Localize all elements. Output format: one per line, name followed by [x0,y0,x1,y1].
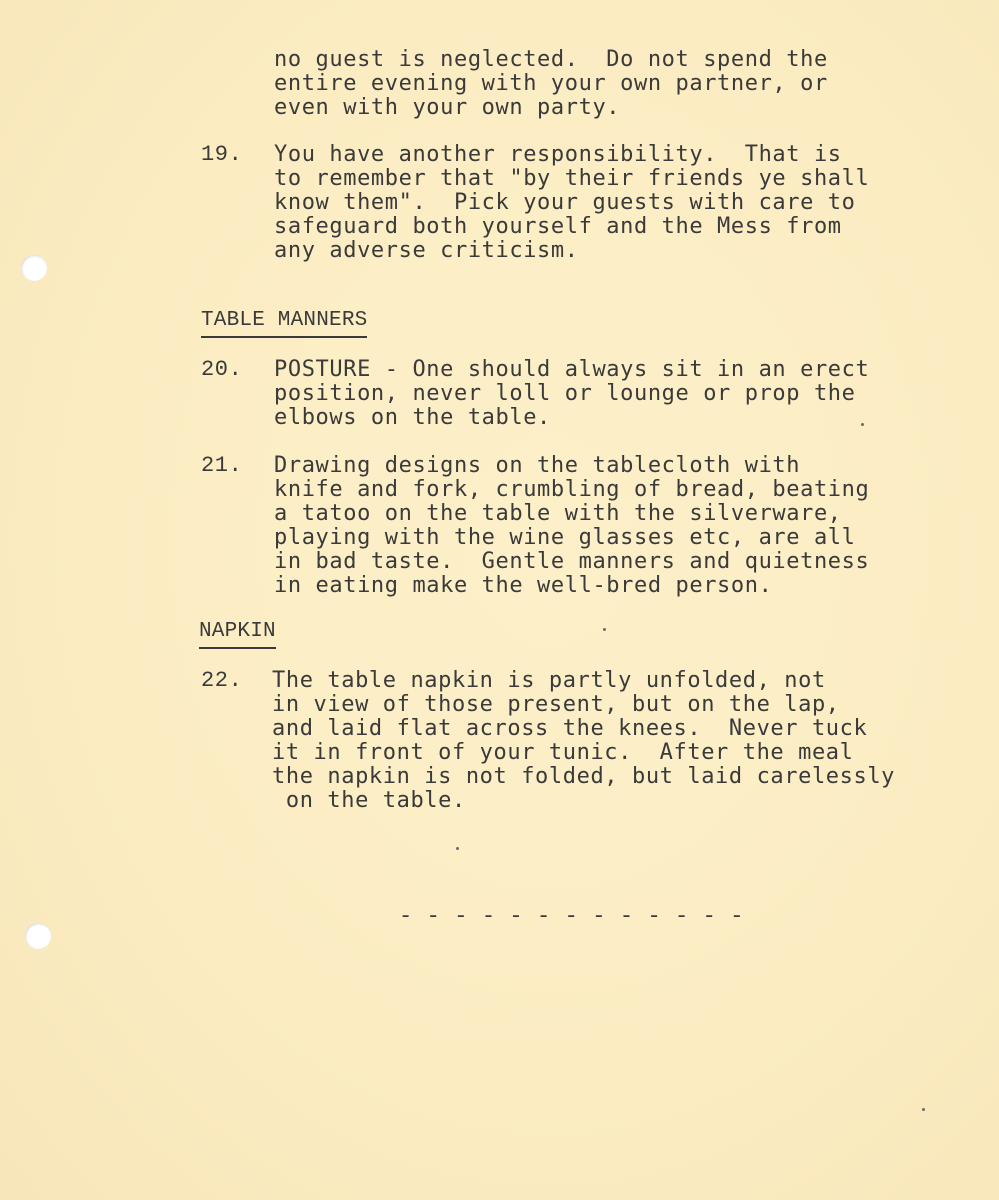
binder-hole-top [21,255,47,281]
paper-speck [922,1108,925,1111]
item-number-19: 19. [201,142,243,167]
continuation-paragraph: no guest is neglected. Do not spend the entire evening with your own partner, or even with your own party. [274,47,828,120]
item-number-20: 20. [201,357,243,382]
item-number-22: 22. [201,668,243,693]
table-manners-heading: TABLE MANNERS [201,309,367,338]
napkin-heading: NAPKIN [199,620,276,649]
binder-hole-bottom [25,923,51,949]
item-21-text: Drawing designs on the tablecloth with knife and fork, crumbling of bread, beating a tatoo on the table with the silverware, playing with the wine glasses etc, are all in bad taste. Gentle manners and quietness in eating make the well-bred person. [274,453,870,598]
paper-speck [456,847,459,850]
paper-speck [603,628,606,631]
item-number-21: 21. [201,453,243,478]
item-19-text: You have another responsibility. That is to remember that "by their friends ye shall know them". Pick your guests with care to safeguard both yourself and the Mess from any adverse criticism. [274,142,870,263]
item-22-text: The table napkin is partly unfolded, not in view of those present, but on the lap, and laid flat across the knees. Never tuck it in front of your tunic. After the meal the napkin is not folded, but laid carelessly on the table. [272,668,896,813]
end-dash-rule: - - - - - - - - - - - - - [399,904,745,929]
item-20-text: POSTURE - One should always sit in an erect position, never loll or lounge or prop the elbows on the table. [274,357,870,430]
